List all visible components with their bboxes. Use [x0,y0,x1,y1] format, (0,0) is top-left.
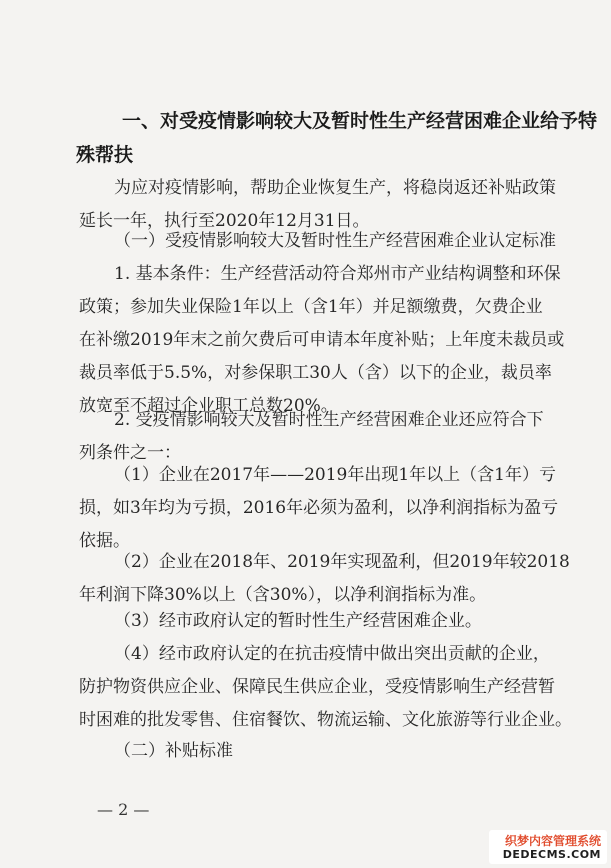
text-line: 为应对疫情影响，帮助企业恢复生产，将稳岗返还补贴政策 [114,178,556,198]
paragraph-subheading-1 [79,225,571,258]
paragraph-item-3 [79,605,571,638]
text-line: 损，如3年均为亏损，2016年必须为盈利，以净利润指标为盈亏 [79,498,559,518]
watermark-text: 织梦内容管理系统 [504,834,601,848]
text-line: （2）企业在2018年、2019年实现盈利，但2019年较2018 [114,552,570,572]
text-line: （3）经市政府认定的暂时性生产经营困难企业。 [114,611,482,631]
paragraph-item-4 [79,638,571,737]
text-line: （1）企业在2017年——2019年出现1年以上（含1年）亏 [114,465,556,485]
paragraph-subheading-2 [79,735,571,768]
paragraph-item-1 [79,459,571,558]
text-line: 1. 基本条件：生产经营活动符合郑州市产业结构调整和环保 [114,264,561,284]
heading-line: 殊帮扶 [76,144,134,166]
watermark-domain: DEDECMS.COM [502,848,601,861]
text-line: 2. 受疫情影响较大及暂时性生产经营困难企业还应符合下 [114,410,544,430]
text-line: （二）补贴标准 [114,741,233,761]
page-number: — 2 — [97,800,150,819]
text-line: （一）受疫情影响较大及暂时性生产经营困难企业认定标准 [114,231,556,251]
section-heading [76,104,598,172]
text-line: 时困难的批发零售、住宿餐饮、物流运输、文化旅游等行业企业。 [79,710,572,730]
text-line: （4）经市政府认定的在抗击疫情中做出突出贡献的企业， [114,644,550,664]
text-line: 年利润下降30%以上（含30%），以净利润指标为准。 [79,585,487,605]
text-line: 防护物资供应企业、保障民生供应企业，受疫情影响生产经营暂 [79,677,555,697]
paragraph-basic-conditions [79,258,571,423]
text-line: 延长一年，执行至2020年12月31日。 [79,211,370,231]
paragraph-item-2 [79,546,571,612]
text-line: 政策；参加失业保险1年以上（含1年）并足额缴费，欠费企业 [79,297,543,317]
text-line: 在补缴2019年末之前欠费后可申请本年度补贴；上年度未裁员或 [79,330,565,350]
watermark-logo [489,830,607,864]
text-line: 放宽至不超过企业职工总数20%。 [79,396,338,416]
heading-line: 一、对受疫情影响较大及暂时性生产经营困难企业给予特 [122,110,598,132]
text-line: 列条件之一： [79,443,181,463]
text-line: 依据。 [79,531,130,551]
text-line: 裁员率低于5.5%，对参保职工30人（含）以下的企业，裁员率 [79,363,552,383]
